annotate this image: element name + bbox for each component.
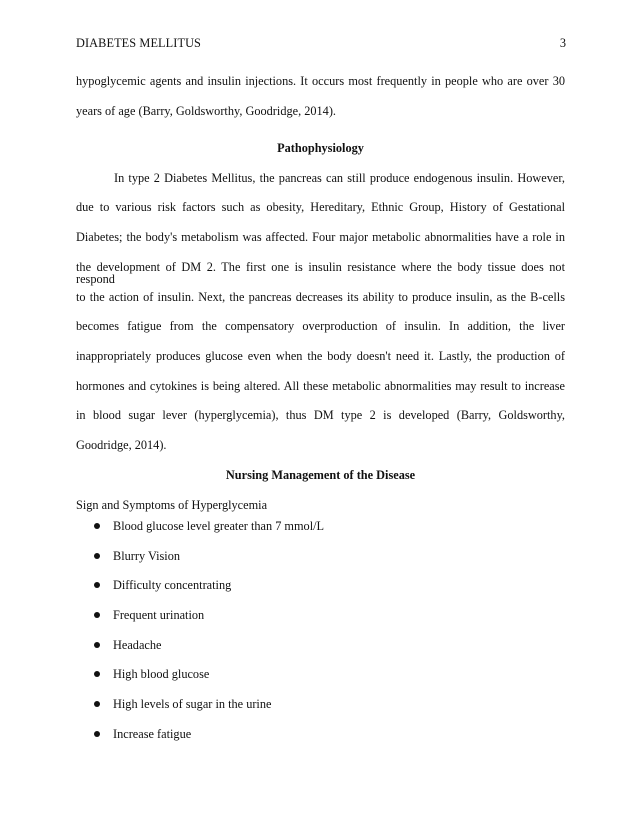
list-item-text: Frequent urination (113, 608, 205, 623)
page-number: 3 (559, 36, 566, 50)
bullet-icon (94, 553, 100, 559)
paragraph-line: hormones and cytokines is being altered. All these metabolic abnormalities may result to increase (76, 379, 565, 393)
paragraph-line: Goodridge, 2014). (76, 438, 167, 452)
list-item-text: Difficulty concentrating (113, 578, 232, 593)
running-head: DIABETES MELLITUS (76, 36, 201, 50)
nursing-heading: Nursing Management of the Disease (225, 468, 416, 482)
list-item-text: Blurry Vision (113, 548, 181, 563)
paragraph-line: in blood sugar lever (hyperglycemia), thus DM type 2 is developed (Barry, Goldsworthy, (76, 408, 565, 422)
paragraph-line: Diabetes; the body's metabolism was affected. Four major metabolic abnormalities have a role in (76, 230, 565, 244)
list-item-text: Headache (113, 637, 162, 652)
list-item-text: Blood glucose level greater than 7 mmol/L (113, 519, 325, 533)
bullet-icon (94, 701, 100, 707)
list-item-text: Increase fatigue (113, 726, 192, 741)
pathophysiology-heading: Pathophysiology (277, 141, 364, 155)
bullet-icon (94, 731, 100, 737)
bullet-icon (94, 671, 100, 677)
symptoms-subheading: Sign and Symptoms of Hyperglycemia (76, 498, 268, 512)
list-item-text: High blood glucose (113, 667, 210, 682)
paragraph-line: to the action of insulin. Next, the pancreas decreases its ability to produce insulin, as the B-cells (76, 290, 565, 304)
intro-line-1: hypoglycemic agents and insulin injections. It occurs most frequently in people who are over 30 (76, 74, 565, 88)
paragraph-line: inappropriately produces glucose even when the body doesn't need it. Lastly, the production of (76, 349, 565, 363)
paragraph-line: the development of DM 2. The first one is insulin resistance where the body tissue does not respond (76, 260, 565, 287)
bullet-icon (94, 523, 100, 529)
bullet-icon (94, 612, 100, 618)
paragraph-line: becomes fatigue from the compensatory overproduction of insulin. In addition, the liver (76, 319, 565, 333)
bullet-icon (94, 582, 100, 588)
bullet-icon (94, 642, 100, 648)
paragraph-line: In type 2 Diabetes Mellitus, the pancreas can still produce endogenous insulin. However, (114, 171, 565, 185)
paragraph-line: due to various risk factors such as obesity, Hereditary, Ethnic Group, History of Gestational (76, 200, 565, 214)
list-item-text: High levels of sugar in the urine (113, 697, 272, 712)
intro-line-2: years of age (Barry, Goldsworthy, Goodridge, 2014). (76, 104, 336, 118)
